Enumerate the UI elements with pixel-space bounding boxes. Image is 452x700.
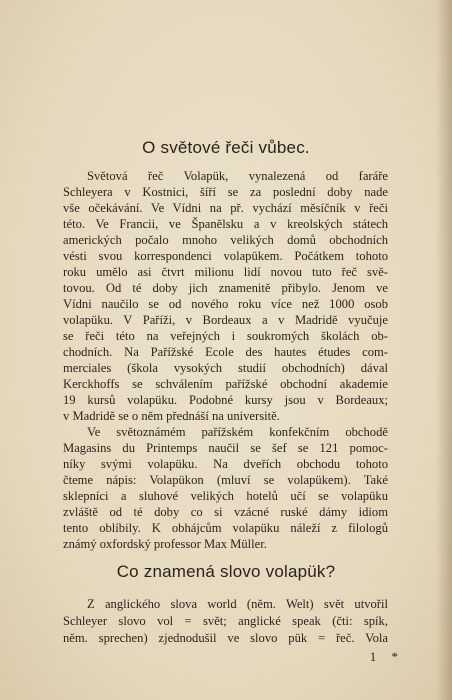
text-line: volapüku. V Paříži, v Bordeaux a v Madridě vyučuje bbox=[63, 313, 388, 327]
text-line: Vídni naučilo se od nového roku více než 1000 osob bbox=[63, 297, 388, 311]
text-line: roku umělo asi čtvrt milionu lidí novou tuto řeč svě- bbox=[63, 265, 388, 279]
text-line: této. Ve Francii, ve Španělsku a v kreolských státech bbox=[63, 217, 388, 231]
page-number: 1 * bbox=[369, 649, 404, 664]
text-line: amerických počalo mnoho velikých domů obchodních bbox=[63, 233, 388, 247]
text-line: Schleyera v Kostnici, šíří se za poslední doby nade bbox=[63, 185, 388, 199]
text-line: sklepníci a sluhové velikých hotelů učí se volapüku bbox=[63, 489, 388, 503]
text-line: vésti svou korrespondenci volapükem. Počátkem tohoto bbox=[63, 249, 388, 263]
text-line: něm. sprechen) zjednodušil ve slovo pük = řeč. Vola bbox=[63, 631, 388, 645]
text-line: známý oxfordský professor Max Müller. bbox=[63, 537, 267, 551]
text-line: se řeči této na veřejných i soukromých školách ob- bbox=[63, 329, 388, 343]
text-line: Kerckhoffs se schválením pařížské obchodní akademie bbox=[63, 377, 388, 391]
text-line: Magasins du Printemps naučil se šef se 121 pomoc- bbox=[63, 441, 388, 455]
text-line: chodních. Na Pařížské Ecole des hautes études com- bbox=[63, 345, 388, 359]
page-spine-shadow bbox=[436, 0, 452, 700]
text-line: Z anglického slova world (něm. Welt) svět utvořil bbox=[87, 597, 388, 611]
text-line: čteme nápis: Volapükon (mluví se volapükem). Také bbox=[63, 473, 388, 487]
text-line: 19 kursů volapüku. Podobné kursy jsou v Bordeaux; bbox=[63, 393, 388, 407]
section-heading-1: O světové řeči vůbec. bbox=[142, 138, 310, 157]
text-line: merciales (škola vysokých studií obchodních) dával bbox=[63, 361, 388, 375]
text-line: v Madridě se o něm přednáší na universitě. bbox=[63, 409, 280, 423]
section-heading-2: Co znamená slovo volapük? bbox=[116, 562, 336, 581]
text-line: vše očekávání. Ve Vídni na př. vychází měsíčník v řeči bbox=[63, 201, 388, 215]
text-line: Světová řeč Volapük, vynalezená od faráře bbox=[87, 169, 388, 183]
text-line: Schleyer slovo vol = svět; anglické speak (čti: spík, bbox=[63, 614, 388, 628]
text-line: zvláště od té doby co si vzácné ruské dámy idiom bbox=[63, 505, 388, 519]
text-line: tovou. Od té doby jich znamenitě přibylo. Jenom ve bbox=[63, 281, 388, 295]
text-line: níky svými volapüku. Na dveřích obchodu tohoto bbox=[63, 457, 388, 471]
text-line: tento oblíbily. K obhájcům volapüku náleží z filologů bbox=[63, 521, 388, 535]
text-line: Ve světoznámém pařížském konfekčním obchodě bbox=[87, 425, 388, 439]
